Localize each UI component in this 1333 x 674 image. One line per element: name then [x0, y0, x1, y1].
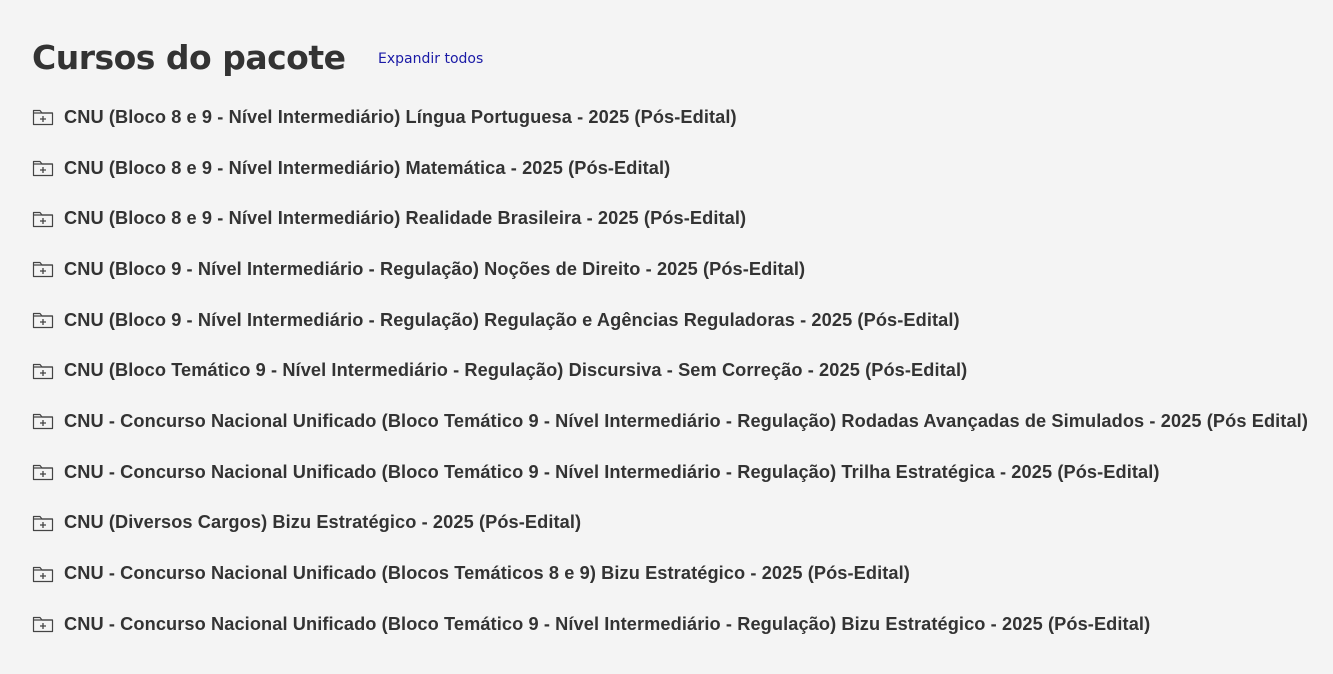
course-item[interactable] — [32, 193, 1322, 244]
course-item[interactable] — [32, 345, 1322, 396]
course-item[interactable] — [32, 447, 1322, 498]
folder-plus-icon[interactable] — [32, 412, 54, 430]
section-header — [32, 34, 346, 82]
course-title[interactable]: CNU (Bloco 8 e 9 - Nível Intermediário) Língua Portuguesa - 2025 (Pós-Edital) — [64, 106, 737, 127]
course-item[interactable] — [32, 244, 1322, 295]
course-title[interactable]: CNU (Bloco 8 e 9 - Nível Intermediário) Matemática - 2025 (Pós-Edital) — [64, 157, 671, 178]
course-title[interactable]: CNU (Bloco Temático 9 - Nível Intermediário - Regulação) Discursiva - Sem Correção - 2025 (Pós-Edital) — [64, 360, 968, 381]
folder-plus-icon[interactable] — [32, 615, 54, 633]
folder-plus-icon[interactable] — [32, 362, 54, 380]
course-title[interactable]: CNU - Concurso Nacional Unificado (Bloco Temático 9 - Nível Intermediário - Regulação) Trilha Estratégica - 2025 (Pós-Edital) — [64, 461, 1160, 482]
course-item[interactable] — [32, 295, 1322, 346]
course-title[interactable]: CNU (Bloco 9 - Nível Intermediário - Regulação) Regulação e Agências Reguladoras - 2025 (Pós-Edital) — [64, 309, 960, 330]
course-item[interactable] — [32, 599, 1322, 650]
course-item[interactable] — [32, 143, 1322, 194]
course-title[interactable]: CNU (Bloco 9 - Nível Intermediário - Regulação) Noções de Direito - 2025 (Pós-Edital) — [64, 258, 806, 279]
expand-all-link[interactable]: Expandir todos — [378, 51, 484, 67]
course-title[interactable]: CNU (Diversos Cargos) Bizu Estratégico - 2025 (Pós-Edital) — [64, 512, 582, 533]
folder-plus-icon[interactable] — [32, 108, 54, 126]
course-item[interactable] — [32, 396, 1322, 447]
course-item[interactable] — [32, 548, 1322, 599]
folder-plus-icon[interactable] — [32, 210, 54, 228]
folder-plus-icon[interactable] — [32, 260, 54, 278]
course-title[interactable]: CNU - Concurso Nacional Unificado (Bloco Temático 9 - Nível Intermediário - Regulação) Bizu Estratégico - 2025 (Pós-Edital) — [64, 613, 1151, 634]
course-title[interactable]: CNU (Bloco 8 e 9 - Nível Intermediário) Realidade Brasileira - 2025 (Pós-Edital) — [64, 208, 747, 229]
course-list — [32, 92, 1322, 650]
course-item[interactable] — [32, 498, 1322, 549]
folder-plus-icon[interactable] — [32, 463, 54, 481]
folder-plus-icon[interactable] — [32, 311, 54, 329]
course-title[interactable]: CNU - Concurso Nacional Unificado (Blocos Temáticos 8 e 9) Bizu Estratégico - 2025 (Pós-Edital) — [64, 563, 910, 584]
folder-plus-icon[interactable] — [32, 514, 54, 532]
course-item[interactable] — [32, 92, 1322, 143]
page-title: Cursos do pacote — [32, 38, 346, 77]
course-title[interactable]: CNU - Concurso Nacional Unificado (Bloco Temático 9 - Nível Intermediário - Regulação) Rodadas Avançadas de Simulados - 2025 (Pós Edital) — [64, 410, 1308, 431]
folder-plus-icon[interactable] — [32, 159, 54, 177]
folder-plus-icon[interactable] — [32, 565, 54, 583]
